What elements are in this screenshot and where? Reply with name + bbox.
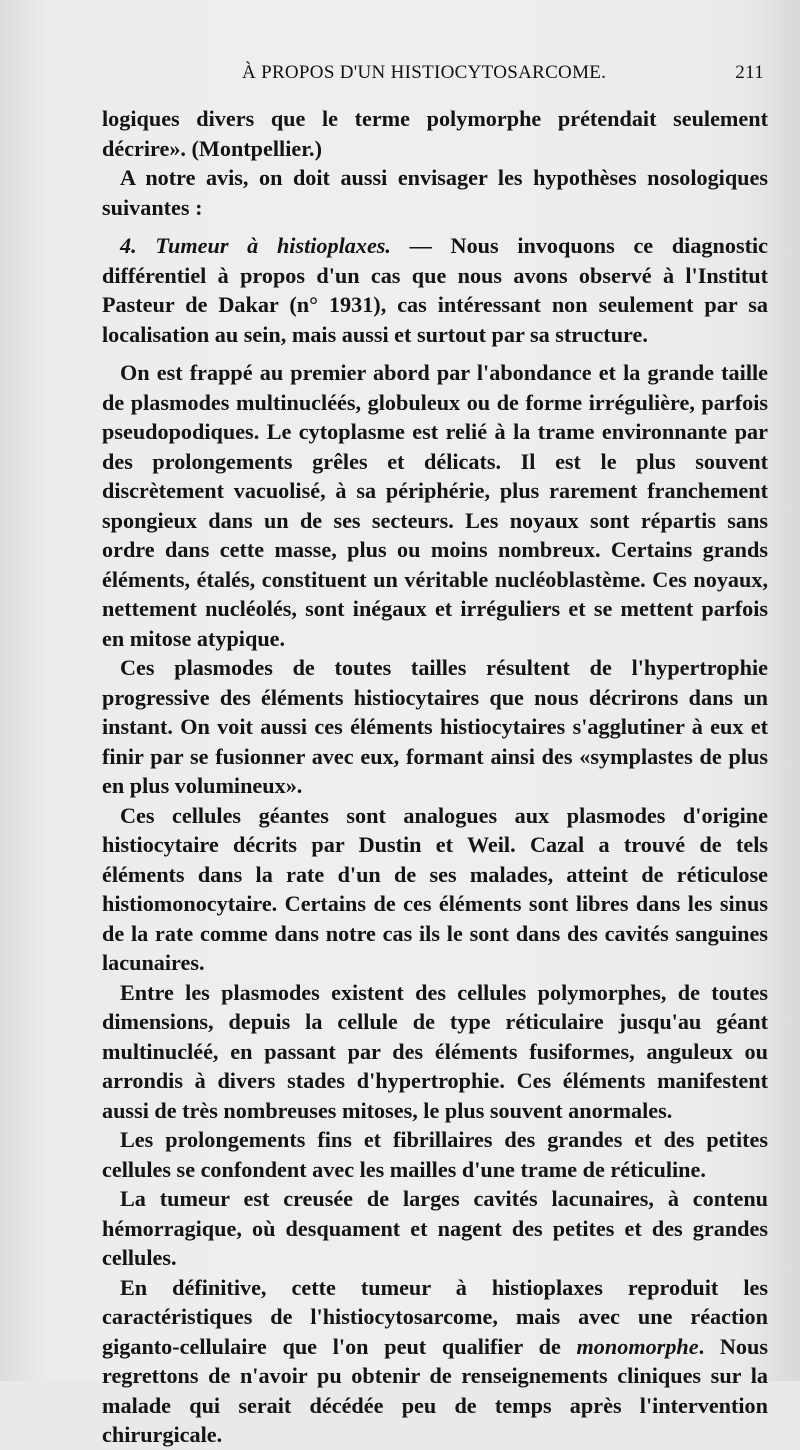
conclusion-emphasis: monomorphe (576, 1333, 699, 1359)
paragraph-plasmodes: On est frappé au premier abord par l'abondance et la grande taille de plasmodes multinucléés, globuleux ou de forme irrégulière, parfois pseudopodiques. Le cytoplasme est relié à la trame environnante par des prolongements grêles et délicats. Il est le plus souvent discrètement vacuolisé, à sa périphérie, plus rarement franchement spongieux dans un de ses secteurs. Les noyaux sont répartis sans ordre dans cette masse, plus ou moins nombreux. Certains grands éléments, étalés, constituent un véritable nucléoblastème. Ces noyaux, nettement nucléolés, sont inégaux et irréguliers et se mettent parfois en mitose atypique. (102, 360, 768, 651)
body-text (102, 104, 768, 1450)
paragraph-continuation: logiques divers que le terme polymorphe prétendait seulement décrire». (Montpellier.) (102, 106, 768, 161)
paragraph-hypertrophie: Ces plasmodes de toutes tailles résultent de l'hypertrophie progressive des éléments histiocytaires que nous décrirons dans un instant. On voit aussi ces éléments histiocytaires s'agglutiner à eux et finir par se fusionner avec eux, formant ainsi des «symplastes de plus en plus volumineux». (102, 655, 768, 798)
page-number: 211 (735, 62, 764, 83)
paragraph-cellules-geantes: Ces cellules géantes sont analogues aux plasmodes d'origine histiocytaire décrits par Dustin et Weil. Cazal a trouvé de tels éléments dans la rate d'un de ses malades, atteint de réticulose histiomonocytaire. Certains de ces éléments sont libres dans les sinus de la rate comme dans notre cas ils le sont dans des cavités sanguines lacunaires. (102, 802, 768, 975)
paragraph-cavites-lacunaires: La tumeur est creusée de larges cavités lacunaires, à contenu hémorragique, où desquament et nagent des petites et des grandes cellules. (102, 1186, 768, 1270)
conclusion-text-after: . Nous regrettons de n'avoir pu obtenir de renseignements cliniques sur la malade qui serait décédée peu de temps après l'intervention chirurgicale. (102, 1333, 768, 1447)
paragraph-tumeur-histioplaxes (102, 231, 768, 349)
running-title: À PROPOS D'UN HISTIOCYTOSARCOME. (242, 62, 607, 83)
running-head (104, 62, 764, 90)
paragraph-text: — Nous invoquons ce diagnostic différentiel à propos d'un cas que nous avons observé à l'Institut Pasteur de Dakar (n° 1931), cas intéressant non seulement par sa localisation au sein, mais aussi et surtout par sa structure. (102, 233, 768, 347)
section-lead: 4. Tumeur à histioplaxes. (120, 233, 391, 258)
paragraph-cellules-polymorphes: Entre les plasmodes existent des cellules polymorphes, de toutes dimensions, depuis la cellule de type réticulaire jusqu'au géant multinucléé, en passant par des éléments fusiformes, anguleux ou arrondis à divers stades d'hypertrophie. Ces éléments manifestent aussi de très nombreuses mitoses, le plus souvent anormales. (102, 979, 768, 1123)
paragraph-conclusion (102, 1273, 768, 1450)
paragraph-prolongements: Les prolongements fins et fibrillaires des grandes et des petites cellules se confondent avec les mailles d'une trame de réticuline. (102, 1127, 768, 1182)
paragraph-hypotheses: A notre avis, on doit aussi envisager les hypothèses nosologiques suivantes : (102, 165, 768, 220)
conclusion-text-before: En définitive, cette tumeur à histioplaxes reproduit les caractéristiques de l'histiocytosarcome, mais avec une réaction giganto-cellulaire que l'on peut qualifier de (102, 1274, 768, 1359)
